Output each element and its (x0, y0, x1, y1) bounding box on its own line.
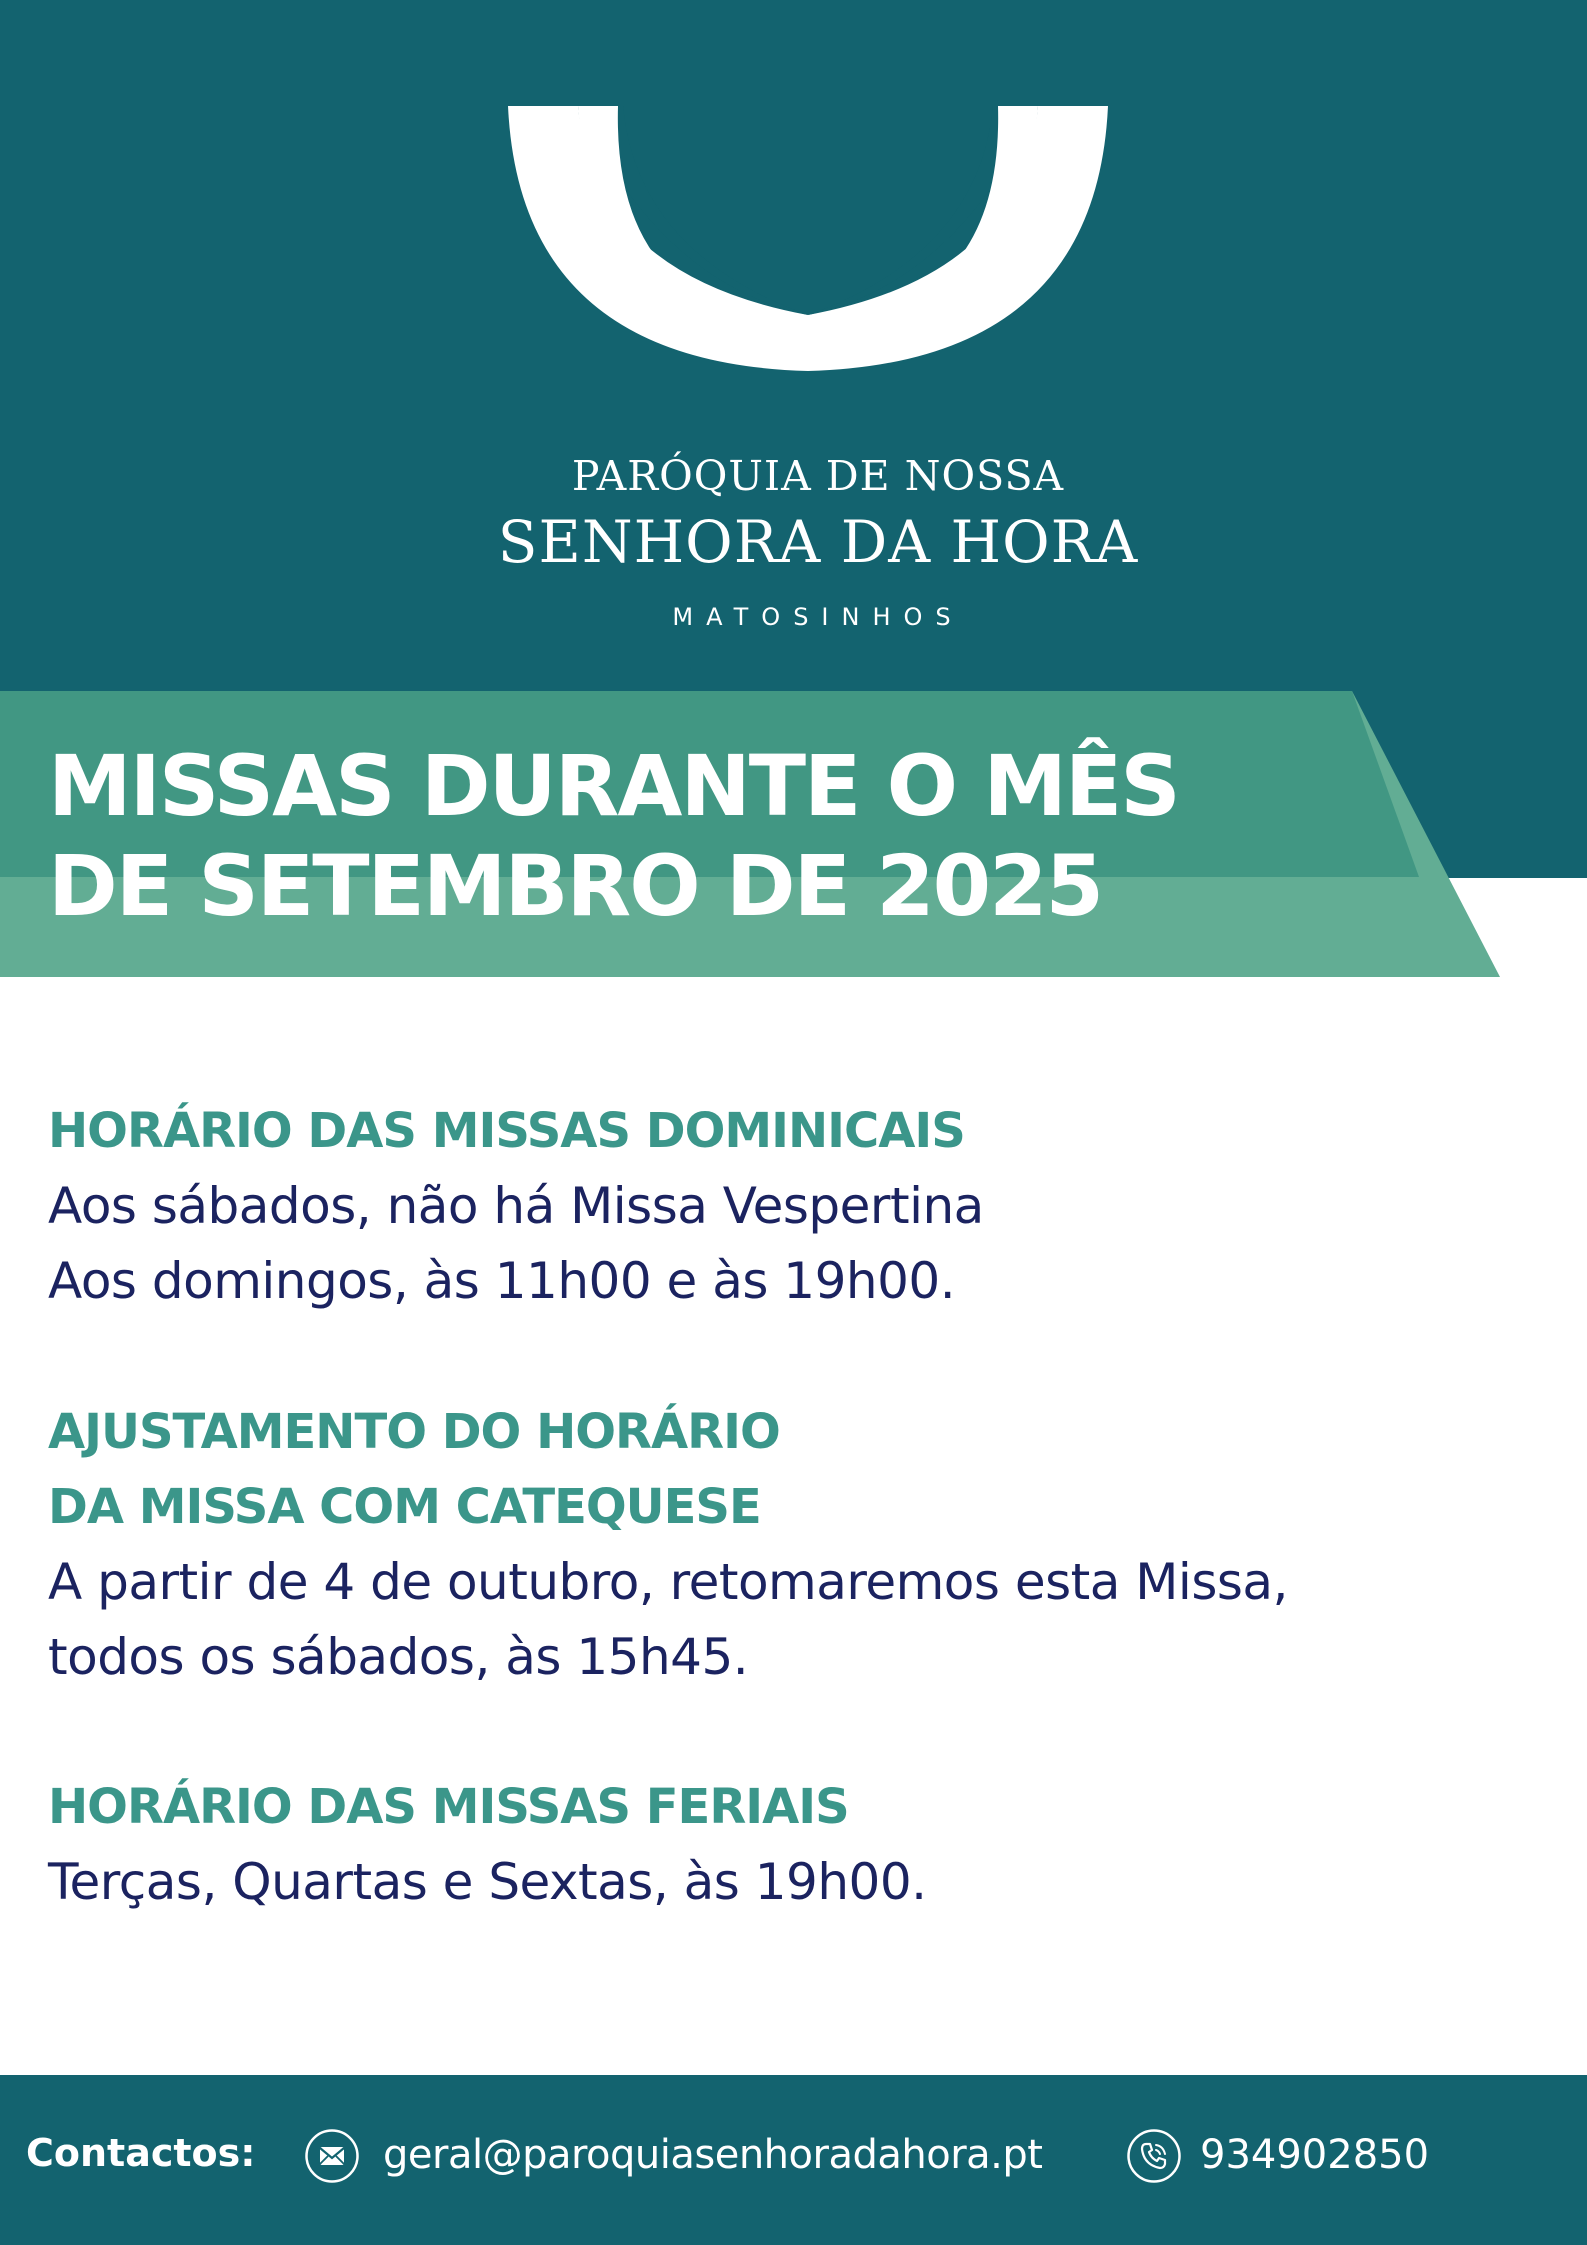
page-title (48, 736, 1179, 936)
sunday-masses-section (48, 1094, 1548, 1319)
section-heading-line: AJUSTAMENTO DO HORÁRIO (48, 1404, 780, 1460)
contact-phone-link[interactable]: 934902850 (1200, 2132, 1430, 2178)
section-body-line: Aos domingos, às 11h00 e às 19h00. (48, 1252, 956, 1310)
parish-name-line2: SENHORA DA HORA (497, 508, 1139, 576)
page-title-line1: MISSAS DURANTE O MÊS (48, 737, 1179, 835)
contacts-label: Contactos: (26, 2131, 256, 2175)
catechesis-mass-section (48, 1395, 1548, 1695)
envelope-icon (304, 2128, 360, 2184)
parish-name-line1: PARÓQUIA DE NOSSA (571, 452, 1065, 500)
section-heading-line: DA MISSA COM CATEQUESE (48, 1479, 761, 1535)
section-heading-line: HORÁRIO DAS MISSAS DOMINICAIS (48, 1103, 965, 1159)
section-body-line: todos os sábados, às 15h45. (48, 1628, 749, 1686)
section-heading (48, 1395, 1548, 1545)
phone-icon (1126, 2128, 1182, 2184)
section-body (48, 1845, 1548, 1920)
section-heading (48, 1770, 1548, 1845)
section-body-line: Terças, Quartas e Sextas, às 19h00. (48, 1853, 927, 1911)
section-heading-line: HORÁRIO DAS MISSAS FERIAIS (48, 1779, 849, 1835)
section-body (48, 1169, 1548, 1319)
section-body-line: A partir de 4 de outubro, retomaremos esta Missa, (48, 1553, 1288, 1611)
section-heading (48, 1094, 1548, 1169)
contact-email-link[interactable]: geral@paroquiasenhoradahora.pt (383, 2132, 1043, 2178)
parish-location: MATOSINHOS (672, 603, 964, 631)
weekday-masses-section (48, 1770, 1548, 1920)
section-body (48, 1545, 1548, 1695)
section-body-line: Aos sábados, não há Missa Vespertina (48, 1177, 984, 1235)
page-title-line2: DE SETEMBRO DE 2025 (48, 837, 1102, 935)
parish-logo-arcs (505, 103, 1110, 375)
